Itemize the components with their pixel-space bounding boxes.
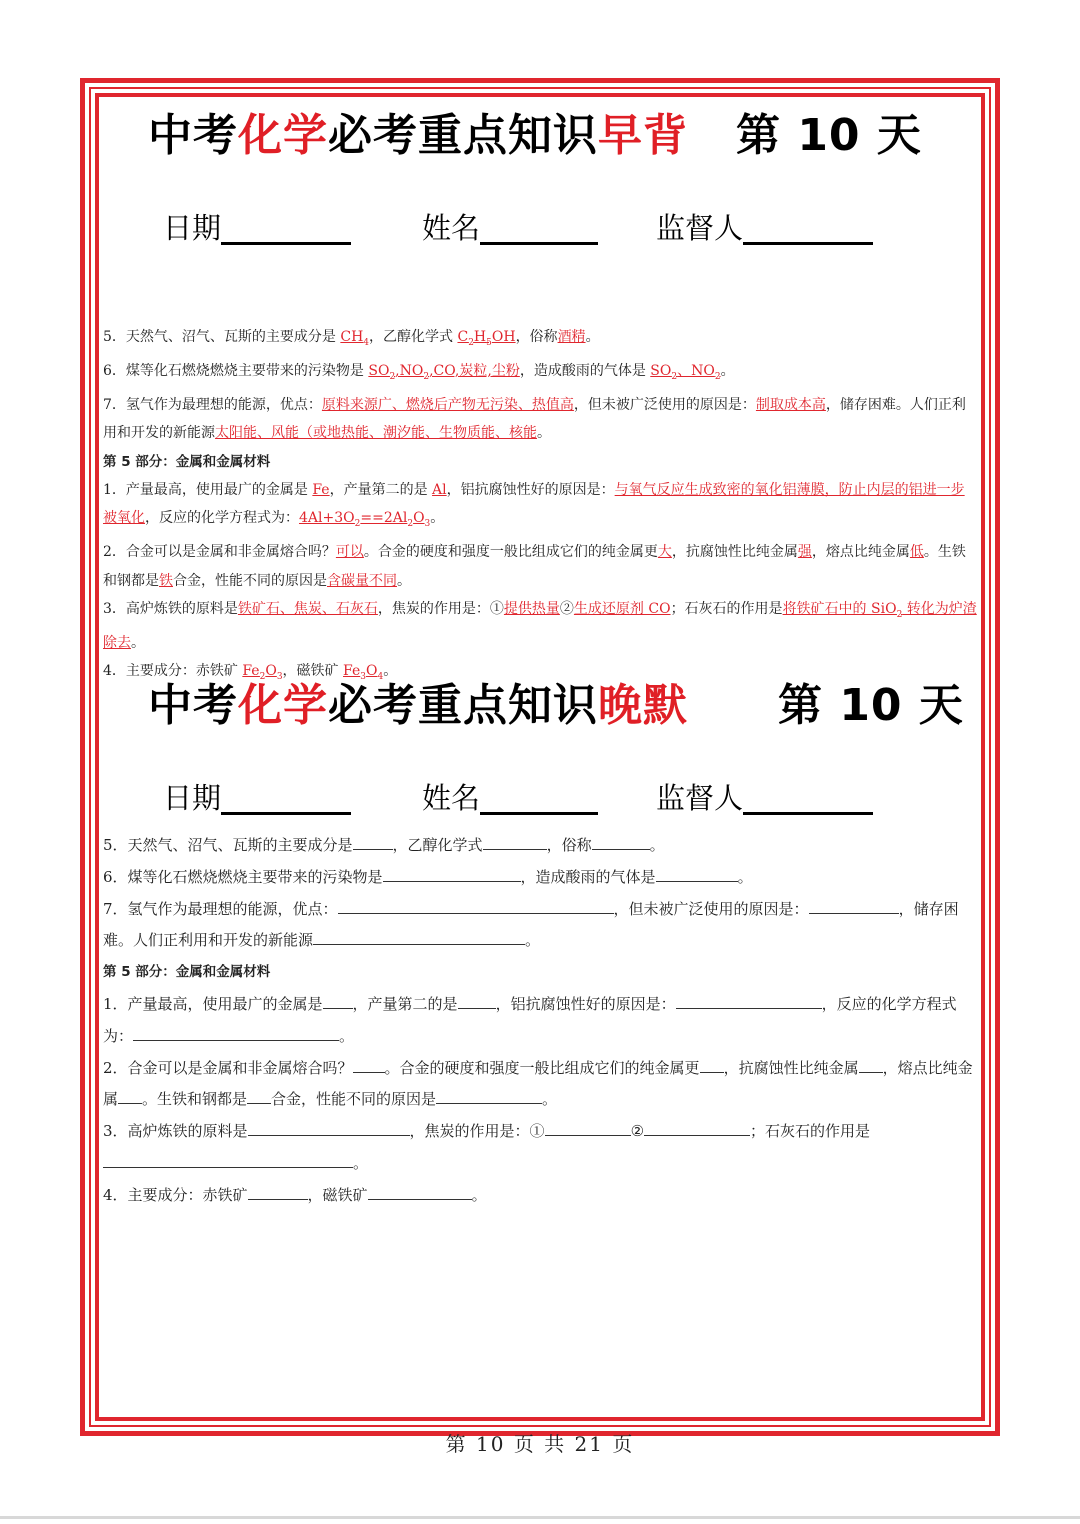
evening-item-5: 5．天然气、沼气、瓦斯的主要成分是 ，乙醇化学式 ，俗称 。 — [103, 836, 665, 854]
morning-section-title: 第 5 部分：金属和金属材料 — [103, 453, 271, 470]
morning-item-7: 7．氢气作为最理想的能源，优点：原料来源广、燃烧后产物无污染、热值高，但未被广泛使用的原因是：制取成本高，储存困难。人们正利用和开发的新能源太阳能、风能（或地热能、潮汐能、生物质能、核能。 — [103, 397, 966, 442]
bottom-divider — [0, 1516, 1080, 1519]
evening-item-7: 7．氢气作为最理想的能源，优点： ，但未被广泛使用的原因是： ，储存困难。人们正利用和开发的新能源 。 — [103, 899, 959, 950]
date-blank[interactable] — [221, 776, 351, 815]
name-label: 姓名 — [422, 781, 481, 815]
morning-content — [103, 323, 978, 692]
morning-form-row — [0, 206, 1080, 252]
supervisor-blank[interactable] — [743, 206, 873, 245]
name-blank[interactable] — [480, 206, 598, 245]
morning-item-5: 5．天然气、沼气、瓦斯的主要成分是 $CH_4$，乙醇化学式 $C_2H_5OH$，俗称酒精。 — [103, 329, 600, 348]
name-blank[interactable] — [480, 776, 598, 815]
evening-item-1: 1．产量最高，使用最广的金属是 ，产量第二的是 ，铝抗腐蚀性好的原因是： ，反应的化学方程式为： 。 — [103, 994, 957, 1045]
morning-item-1: 1．产量最高，使用最广的金属是 Fe，产量第二的是 Al，铝抗腐蚀性好的原因是：与氧气反应生成致密的氧化铝薄膜，防止内层的铝进一步被氧化，反应的化学方程式为：$4Al+3O_2==2Al_2O_3$。 — [103, 482, 965, 530]
page-border — [80, 78, 1000, 1436]
evening-form-row — [0, 776, 1080, 822]
evening-item-6: 6．煤等化石燃烧燃烧主要带来的污染物是 ，造成酸雨的气体是 。 — [103, 867, 753, 886]
supervisor-blank[interactable] — [743, 776, 873, 815]
morning-item-6: 6．煤等化石燃烧燃烧主要带来的污染物是 $SO_2,NO_2,CO$,炭粒,尘粉，造成酸雨的气体是 $SO_2$、$NO_2$。 — [103, 363, 735, 382]
supervisor-label: 监督人 — [656, 781, 744, 815]
morning-item-4: 4．主要成分：赤铁矿 $Fe_2O_3$，磁铁矿 $Fe_3O_4$。 — [103, 663, 398, 683]
morning-day-label: 第 10 天 — [736, 110, 922, 161]
evening-title: 中考化学必考重点知识晚默 第 10 天 — [148, 676, 1048, 736]
morning-item-3: 3．高炉炼铁的原料是铁矿石、焦炭、石灰石，焦炭的作用是：①提供热量②生成还原剂 CO；石灰石的作用是将铁矿石中的 SiO$_2$ 转化为炉渣除去。 — [103, 601, 977, 652]
page-footer: 第 10 页 共 21 页 — [445, 1432, 635, 1456]
morning-item-2: 2．合金可以是金属和非金属熔合吗？可以。合金的硬度和强度一般比组成它们的纯金属更大，抗腐蚀性比纯金属强，熔点比纯金属低。生铁和钢都是铁合金，性能不同的原因是含碳量不同。 — [103, 544, 966, 589]
supervisor-label: 监督人 — [656, 211, 744, 245]
date-label: 日期 — [163, 211, 222, 245]
evening-item-4: 4．主要成分：赤铁矿 ，磁铁矿 。 — [103, 1185, 487, 1204]
date-blank[interactable] — [221, 206, 351, 245]
evening-content — [103, 830, 978, 1212]
evening-item-2: 2．合金可以是金属和非金属熔合吗？ 。合金的硬度和强度一般比组成它们的纯金属更 ，抗腐蚀性比纯金属 ，熔点比纯金属 。生铁和钢都是 合金，性能不同的原因是 。 — [103, 1058, 973, 1109]
name-label: 姓名 — [422, 211, 481, 245]
evening-day-label: 第 10 天 — [778, 680, 964, 731]
morning-title: 中考化学必考重点知识早背 第 10 天 — [148, 106, 1048, 166]
date-label: 日期 — [163, 781, 222, 815]
evening-section-title: 第 5 部分：金属和金属材料 — [103, 964, 271, 981]
evening-item-3: 3．高炉炼铁的原料是 ，焦炭的作用是：① ② ；石灰石的作用是。 — [103, 1122, 871, 1172]
